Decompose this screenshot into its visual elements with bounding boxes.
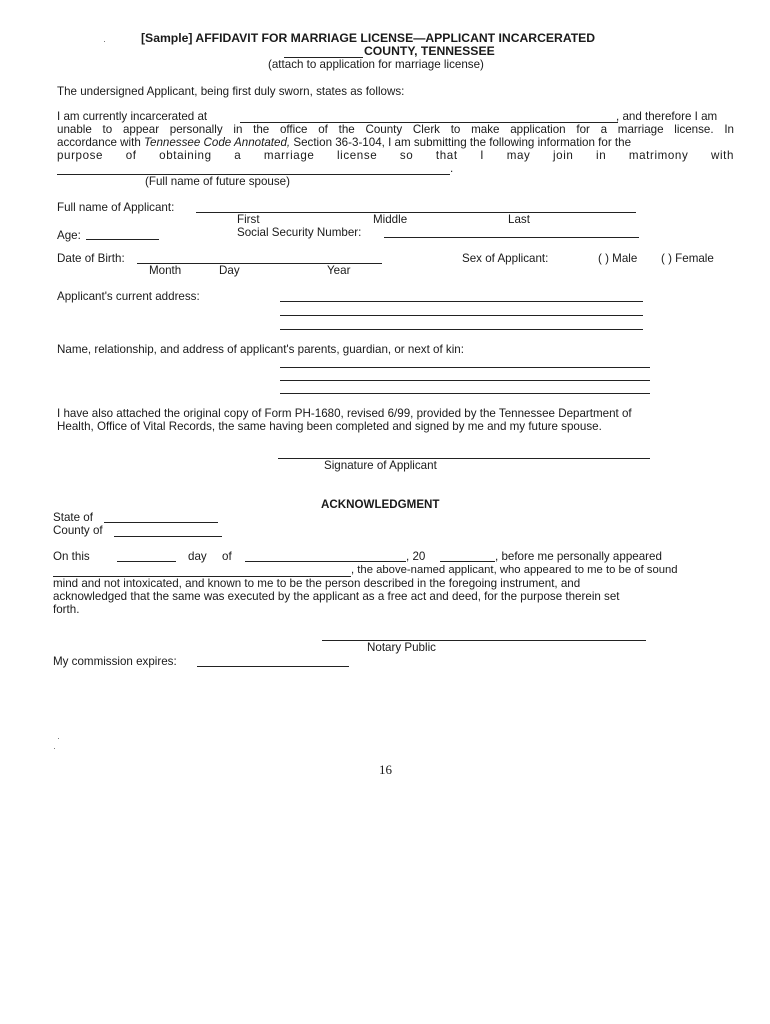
county-label: County of [53, 524, 103, 537]
address-blank-1[interactable] [280, 301, 643, 302]
incarcerated-tail: , and therefore I am [616, 110, 718, 123]
kin-label: Name, relationship, and address of applicant's parents, guardian, or next of kin: [57, 343, 464, 356]
kin-blank-2[interactable] [280, 380, 650, 381]
year-caption: Year [327, 264, 351, 277]
middle-caption: Middle [373, 213, 408, 226]
full-name-label: Full name of Applicant: [57, 201, 175, 214]
notary-caption: Notary Public [367, 641, 436, 654]
female-checkbox[interactable]: ( ) Female [661, 252, 714, 265]
scan-speck [58, 738, 59, 739]
address-blank-2[interactable] [280, 315, 643, 316]
attachment-line-1: I have also attached the original copy of Form PH-1680, revised 6/99, provided by the Tennessee Department of [57, 407, 632, 420]
named-applicant-text: , the above-named applicant, who appeared to me to be of sound [351, 564, 678, 576]
of-word: of [222, 550, 232, 563]
ssn-label: Social Security Number: [237, 226, 362, 239]
document-title: [Sample] AFFIDAVIT FOR MARRIAGE LICENSE—APPLICANT INCARCERATED [141, 31, 596, 45]
spouse-caption: (Full name of future spouse) [145, 175, 290, 188]
state-blank[interactable] [104, 522, 218, 523]
commission-label: My commission expires: [53, 655, 177, 668]
first-caption: First [237, 213, 260, 226]
incarcerated-line-4: purpose of obtaining a marriage license so that I may join in matrimony with [57, 149, 734, 162]
last-caption: Last [508, 213, 530, 226]
attachment-line-2: Health, Office of Vital Records, the same having been completed and signed by me and my future spouse. [57, 420, 602, 433]
county-line: COUNTY, TENNESSEE [364, 44, 495, 58]
month-caption: Month [149, 264, 182, 277]
state-label: State of [53, 511, 93, 524]
commission-blank[interactable] [197, 666, 349, 667]
kin-blank-3[interactable] [280, 393, 650, 394]
sex-label: Sex of Applicant: [462, 252, 549, 265]
ack-year-blank[interactable] [440, 561, 495, 562]
address-label: Applicant's current address: [57, 290, 200, 303]
ack-line-3: mind and not intoxicated, and known to me to be the person described in the foregoing instrument, and [53, 577, 581, 590]
spouse-period: . [450, 162, 454, 175]
male-checkbox[interactable]: ( ) Male [598, 252, 638, 265]
ack-line-4: acknowledged that the same was executed by the applicant as a free act and deed, for the purpose therein set [53, 590, 620, 603]
kin-blank-1[interactable] [280, 367, 650, 368]
document-subtitle: (attach to application for marriage license) [268, 58, 484, 71]
ack-line-5: forth. [53, 603, 80, 616]
incarcerated-lead: I am currently incarcerated at [57, 110, 208, 123]
signature-caption: Signature of Applicant [324, 459, 437, 472]
intro-statement: The undersigned Applicant, being first duly sworn, states as follows: [57, 85, 405, 98]
age-label: Age: [57, 229, 81, 242]
day-caption: Day [219, 264, 240, 277]
before-me-text: , before me personally appeared [495, 550, 662, 563]
day-word: day [188, 550, 207, 563]
ack-month-blank[interactable] [245, 561, 406, 562]
incarcerated-line-2: unable to appear personally in the office of the County Clerk to make application for a marriage license. In [57, 123, 734, 136]
page-number: 16 [379, 762, 392, 777]
on-this-text: On this [53, 550, 90, 563]
year-prefix: , 20 [406, 550, 426, 563]
acknowledgment-heading: ACKNOWLEDGMENT [321, 498, 440, 511]
full-name-blank[interactable] [196, 212, 636, 213]
incarcerated-line-3: accordance with Tennessee Code Annotated, Section 36-3-104, I am submitting the following information for the [57, 136, 632, 149]
age-blank[interactable] [86, 239, 159, 240]
county-blank[interactable] [114, 536, 222, 537]
scan-speck [54, 748, 55, 749]
scan-speck [104, 41, 105, 42]
ssn-blank[interactable] [384, 237, 639, 238]
dob-label: Date of Birth: [57, 252, 125, 265]
address-blank-3[interactable] [280, 329, 643, 330]
ack-day-blank[interactable] [117, 561, 176, 562]
